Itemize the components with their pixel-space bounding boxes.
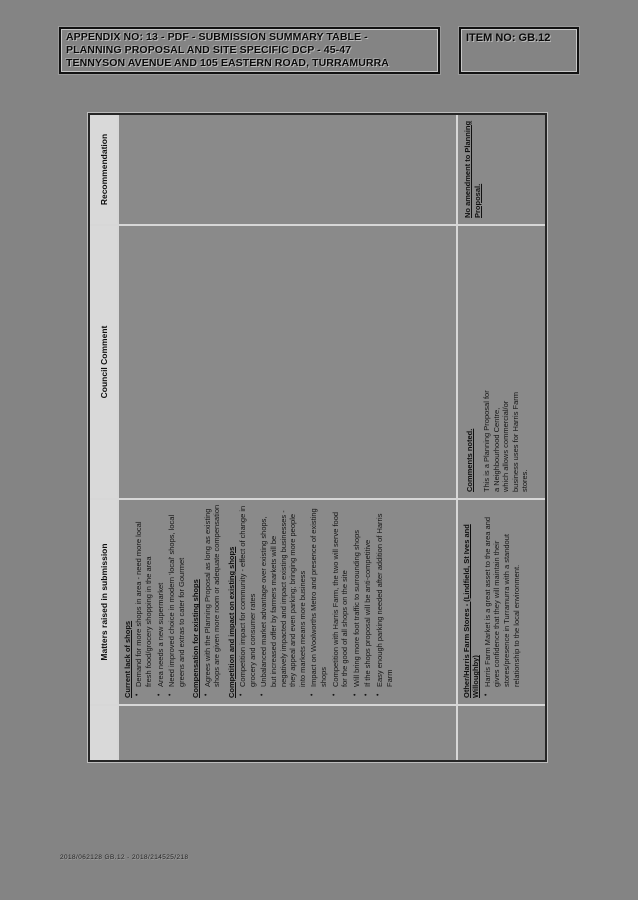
section-heading: Competition and impact on existing shops [226,546,236,698]
item-number-label: ITEM NO: GB.12 [466,32,551,44]
bullet-dot-icon: • [259,693,267,696]
cell-row2-council-comment [458,226,545,498]
cell-row2-matters [458,500,545,704]
bullet-dot-icon: • [330,693,338,696]
bullet-item [134,504,153,698]
cell-row2-recommendation [458,115,545,224]
section-heading: Current lack of shops [123,620,132,698]
bullet-dot-icon: • [155,693,163,696]
bullet-text: Competition impact for community - effect of change in grocery and consumer rates [238,505,257,687]
bullet-text: Impact on Woolworths Metro and presence of existing shops [309,508,329,687]
row2-comment-text: This is a Planning Proposal for a Neighbourhood Centre, which allows commercial/or business uses for Harris Farm stores. [482,390,530,492]
bullet-dot-icon: • [134,693,142,696]
bullet-text: If the shops proposal will be anti-competitive [363,539,373,687]
table-header-blank [90,706,117,760]
bullet-dot-icon: • [309,693,317,696]
row2-recommendation-text: No amendment to Planning Proposal. [463,120,482,218]
bullet-dot-icon: • [238,693,246,696]
bullet-dot-icon: • [202,693,210,696]
bullet-dot-icon: • [375,693,382,696]
cell-row2-blank [458,706,545,760]
title-line-3: TENNYSON AVENUE AND 105 EASTERN ROAD, TURRAMURRA [66,57,389,69]
appendix-title-box [59,27,440,74]
bullet-text: Need improved choice in modern 'local' shops, local greens and extras to cater for Gourmet [167,514,186,687]
bullet-dot-icon: • [363,693,371,696]
bullet-text: Harris Farm Market is a great asset to the area and gives confidence that they will maintain their stores/presence in Turramurra with a standout relationship to the local environment. [482,516,521,687]
bullet-item [352,504,362,698]
bullet-text: Area needs a new supermarket [155,582,165,687]
bullet-text: Competition with Harris Farm, the two will serve food for the good of all shops on the site [330,511,350,687]
bullet-dot-icon: • [351,693,359,696]
cell-row1-recommendation [119,115,456,224]
bullet-text: Demand for more shops in area - need more local fresh food/grocery shopping in the area [134,521,153,687]
bullet-item [167,504,186,698]
bullet-item [259,504,307,698]
bullet-dot-icon: • [482,693,490,696]
title-line-2: PLANNING PROPOSAL AND SITE SPECIFIC DCP - 45-47 [66,44,352,56]
footer-reference: 2018/062128 GB.12 - 2018/214525/218 [60,854,189,861]
cell-row1-council-comment [119,226,456,498]
cell-row1-matters [119,500,456,704]
bullet-text: Unbalanced market advantage over existing shops, but increased offer by farmers markets will be negatively impacted and impact existing businesses - they appeal and even parking; bringing more people into markets means more business [259,510,307,687]
bullet-item [156,504,166,698]
bullet-text: Easy enough parking needed after addition of Harris Farm [375,513,394,687]
title-line-1: APPENDIX NO: 13 - PDF - SUBMISSION SUMMARY TABLE - [66,31,368,43]
table-header-matters: Matters raised in submission [90,500,117,704]
bullet-item [203,504,222,698]
bullet-item [309,504,328,698]
bullet-item [331,504,350,698]
bullet-item [375,504,394,698]
bullet-item [483,504,521,698]
section-heading: Compensation for existing shops [191,579,201,698]
row2-comment-heading: Comments noted. [465,428,474,492]
item-number-box [459,27,579,74]
bullet-item [363,504,373,698]
rotated-table-wrapper [88,113,547,762]
section-heading: Other/Harris Farm Stores - (Lindfield, St Ives and Willoughby) [462,524,481,698]
bullet-dot-icon: • [167,693,175,696]
table-header-recommendation: Recommendation [90,115,117,224]
table-header-council-comment: Council Comment [90,226,117,498]
bullet-item [238,504,257,698]
submission-summary-table [88,113,547,762]
bullet-text: Will bring more foot traffic to surrounding shops [351,529,361,687]
bullet-text: Agrees with the Planning Proposal as long as existing shops are given more room or adequate compensation [202,504,222,687]
cell-row1-blank [119,706,456,760]
